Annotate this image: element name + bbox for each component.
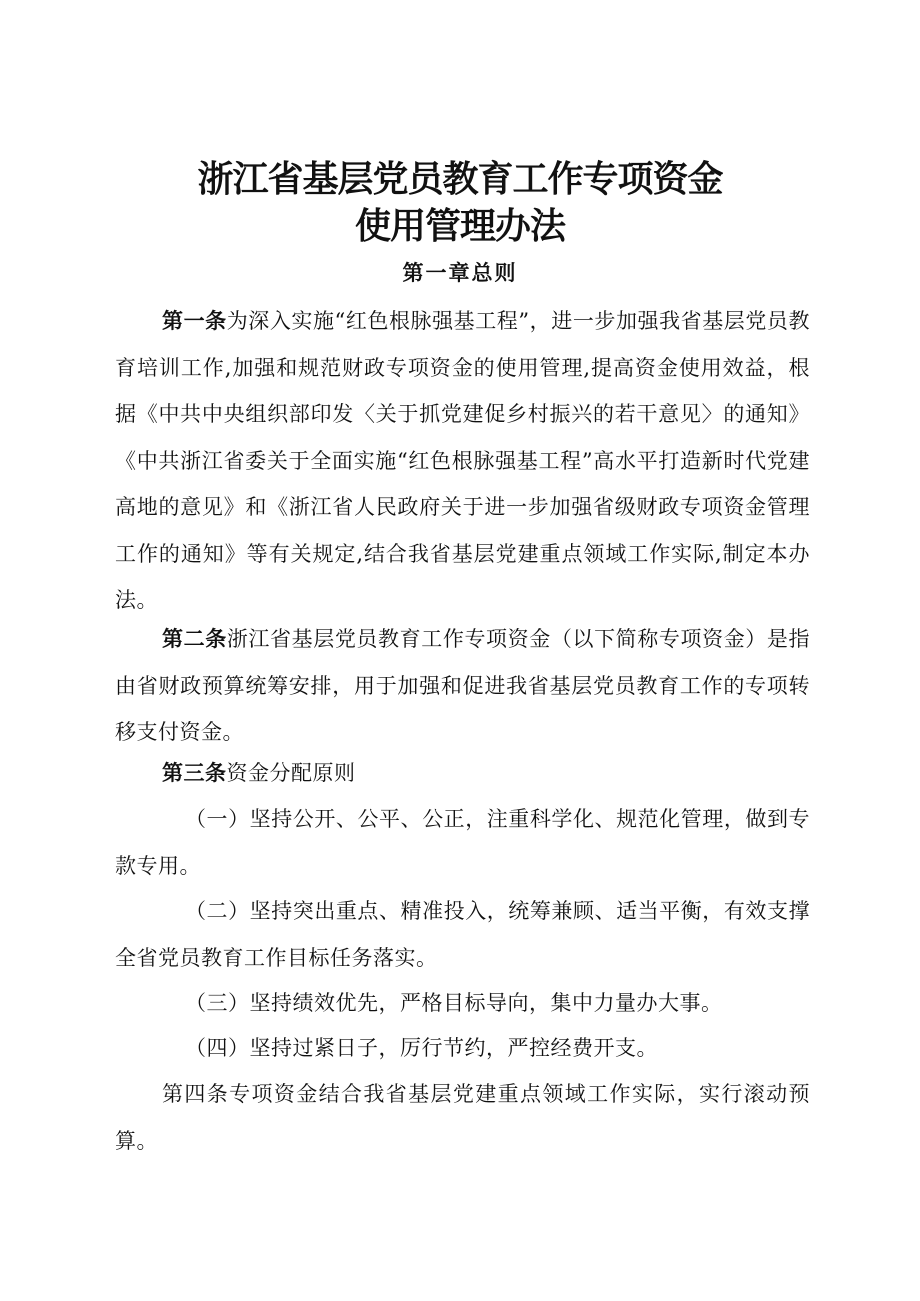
document-title-line-2: 使用管理办法 <box>354 206 565 247</box>
chapter-heading: 第一章总则 <box>402 261 518 285</box>
article-4: 第四条专项资金结合我省基层党建重点领域工作实际，实行滚动预算。 <box>115 1082 810 1153</box>
article-3 <box>115 750 810 797</box>
principle-1: （一）坚持公开、公平、公正，注重科学化、规范化管理，做到专款专用。 <box>115 807 810 878</box>
article-2-label: 第二条 <box>162 627 227 651</box>
article-2-text: 浙江省基层党员教育工作专项资金（以下简称专项资金）是指由省财政预算统筹安排，用于加强和促进我省基层党员教育工作的专项转移支付资金。 <box>115 627 810 744</box>
article-1-label: 第一条 <box>162 309 227 333</box>
document-title-line-1: 浙江省基层党员教育工作专项资金 <box>197 159 723 200</box>
principle-3: （三）坚持绩效优先，严格目标导向，集中力量办大事。 <box>185 991 723 1015</box>
article-3-label: 第三条 <box>162 761 227 785</box>
principle-4: （四）坚持过紧日子，厉行节约，严控经费开支。 <box>185 1036 658 1060</box>
principle-2: （二）坚持突出重点、精准投入，统筹兼顾、适当平衡，有效支撑全省党员教育工作目标任务落实。 <box>115 899 810 970</box>
article-2 <box>115 616 810 756</box>
article-1-text: 为深入实施“红色根脉强基工程”，进一步加强我省基层党员教育培训工作,加强和规范财政专项资金的使用管理,提高资金使用效益，根据《中共中央组织部印发〈关于抓党建促乡村振兴的若干意见〉的通知》《中共浙江省委关于全面实施“红色根脉强基工程”高水平打造新时代党建高地的意见》和《浙江省人民政府关于进一步加强省级财政专项资金管理工作的通知》等有关规定,结合我省基层党建重点领域工作实际,制定本办法。 <box>115 309 810 612</box>
article-3-text: 资金分配原则 <box>226 761 356 785</box>
article-1 <box>115 298 810 624</box>
